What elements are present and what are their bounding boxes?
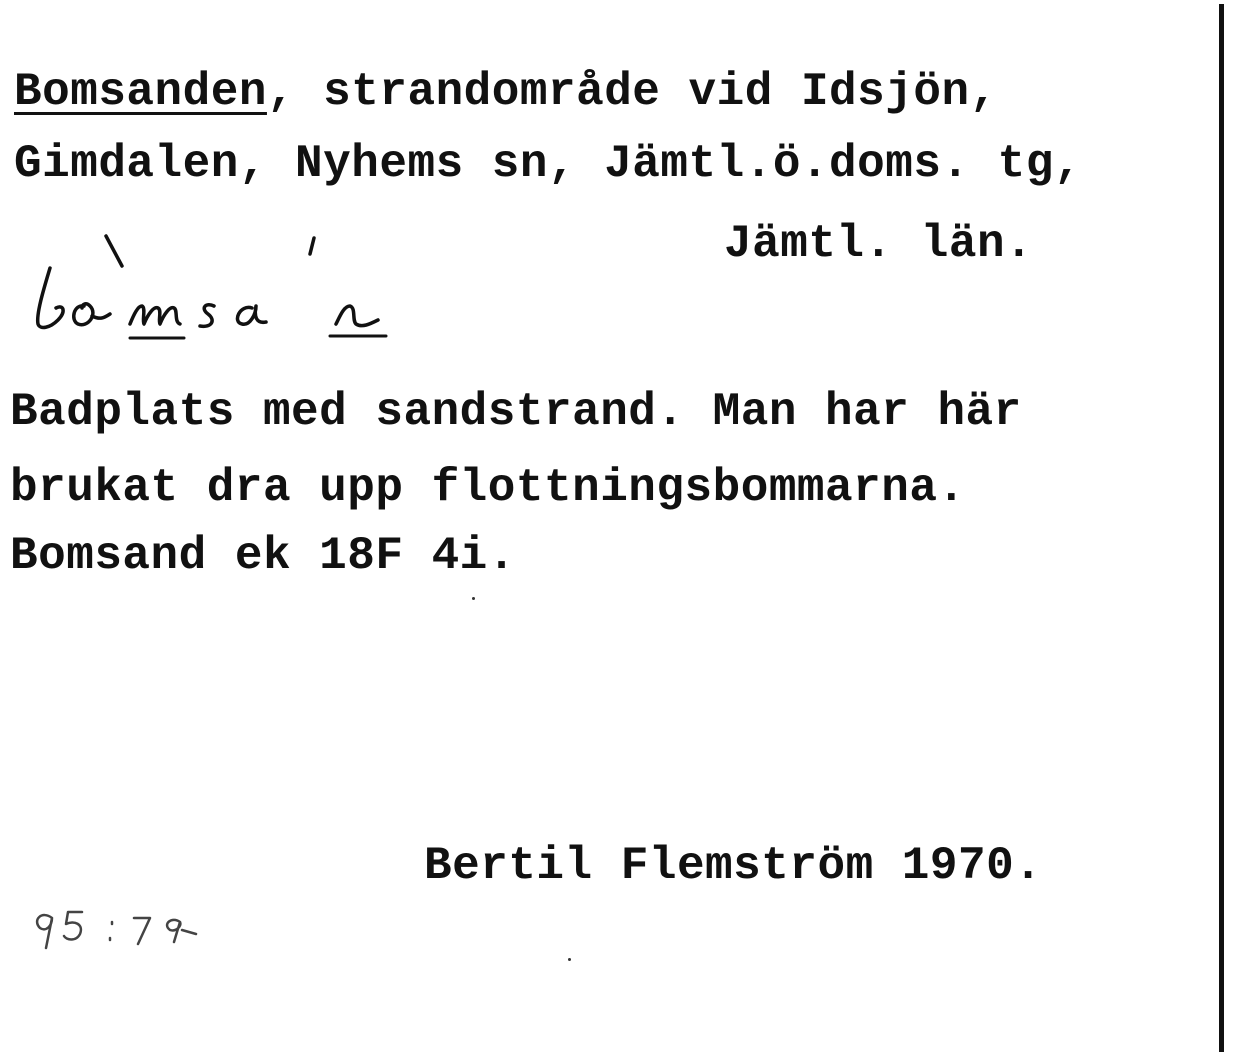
pronunciation-handwriting (18, 228, 418, 348)
handwritten-catalog-number (2, 900, 212, 960)
description-line-2: brukat dra upp flottningsbommarna. (10, 462, 966, 514)
description-line-3: Bomsand ek 18F 4i. (10, 530, 516, 582)
catalog-number-handwriting (2, 900, 212, 960)
signature: Bertil Flemström 1970. (424, 840, 1043, 892)
card-line-2: Gimdalen, Nyhems sn, Jämtl.ö.doms. tg, (14, 138, 1082, 190)
stray-mark (472, 597, 475, 600)
card-line-1 (14, 66, 998, 118)
card-line-3: Jämtl. län. (724, 218, 1034, 270)
description-line-1: Badplats med sandstrand. Man har här (10, 386, 1022, 438)
headword: Bomsanden (14, 66, 267, 118)
handwritten-pronunciation (18, 228, 418, 348)
headword-location: , strandområde vid Idsjön, (266, 66, 998, 118)
card-right-edge (1219, 4, 1224, 1052)
stray-mark (568, 958, 571, 961)
